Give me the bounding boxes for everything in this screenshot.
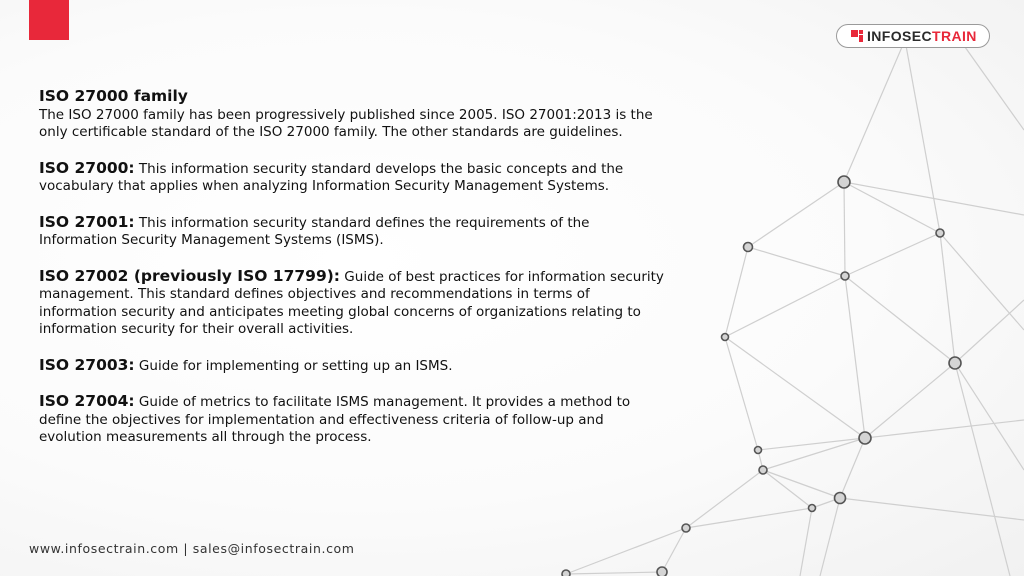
standard-term: ISO 27001: xyxy=(39,212,135,231)
standard-term: ISO 27000: xyxy=(39,158,135,177)
standard-item-27003 xyxy=(39,357,669,376)
logo-mark-icon xyxy=(851,30,863,42)
standard-description: This information security standard defines the requirements of the Information Security Management Systems (ISMS). xyxy=(39,214,590,248)
section-heading: ISO 27000 family xyxy=(39,87,188,105)
standard-term: ISO 27004: xyxy=(39,392,135,410)
standard-item-27002 xyxy=(39,268,669,339)
footer-contact: www.infosectrain.com | sales@infosectrain.com xyxy=(29,541,355,556)
brand-logo xyxy=(836,24,990,48)
standard-item-27004 xyxy=(39,393,669,447)
standard-item-27001 xyxy=(39,214,669,250)
standard-term: ISO 27003: xyxy=(39,355,135,374)
standard-description: Guide for implementing or setting up an ISMS. xyxy=(134,357,453,374)
standard-term: ISO 27002 (previously ISO 17799): xyxy=(39,266,341,285)
intro-paragraph xyxy=(39,88,669,142)
main-content xyxy=(39,88,669,465)
standard-description: Guide of metrics to facilitate ISMS management. It provides a method to define the objectives for implementation and effectiveness criteria of follow-up and evolution measurements all through the process. xyxy=(39,394,631,445)
intro-text: The ISO 27000 family has been progressively published since 2005. ISO 27001:2013 is the only certificable standard of the ISO 27000 family. The other standards are guidelines. xyxy=(39,106,653,140)
standard-item-27000 xyxy=(39,160,669,196)
standard-description: This information security standard develops the basic concepts and the vocabulary that applies when analyzing Information Security Management Systems. xyxy=(39,160,624,194)
standard-description: Guide of best practices for information security management. This standard defines objectives and recommendations in terms of information security and anticipates meeting global concerns of organizations relating to information security for their overall activities. xyxy=(39,268,664,337)
logo-wordmark: INFOSECTRAIN xyxy=(867,28,977,44)
